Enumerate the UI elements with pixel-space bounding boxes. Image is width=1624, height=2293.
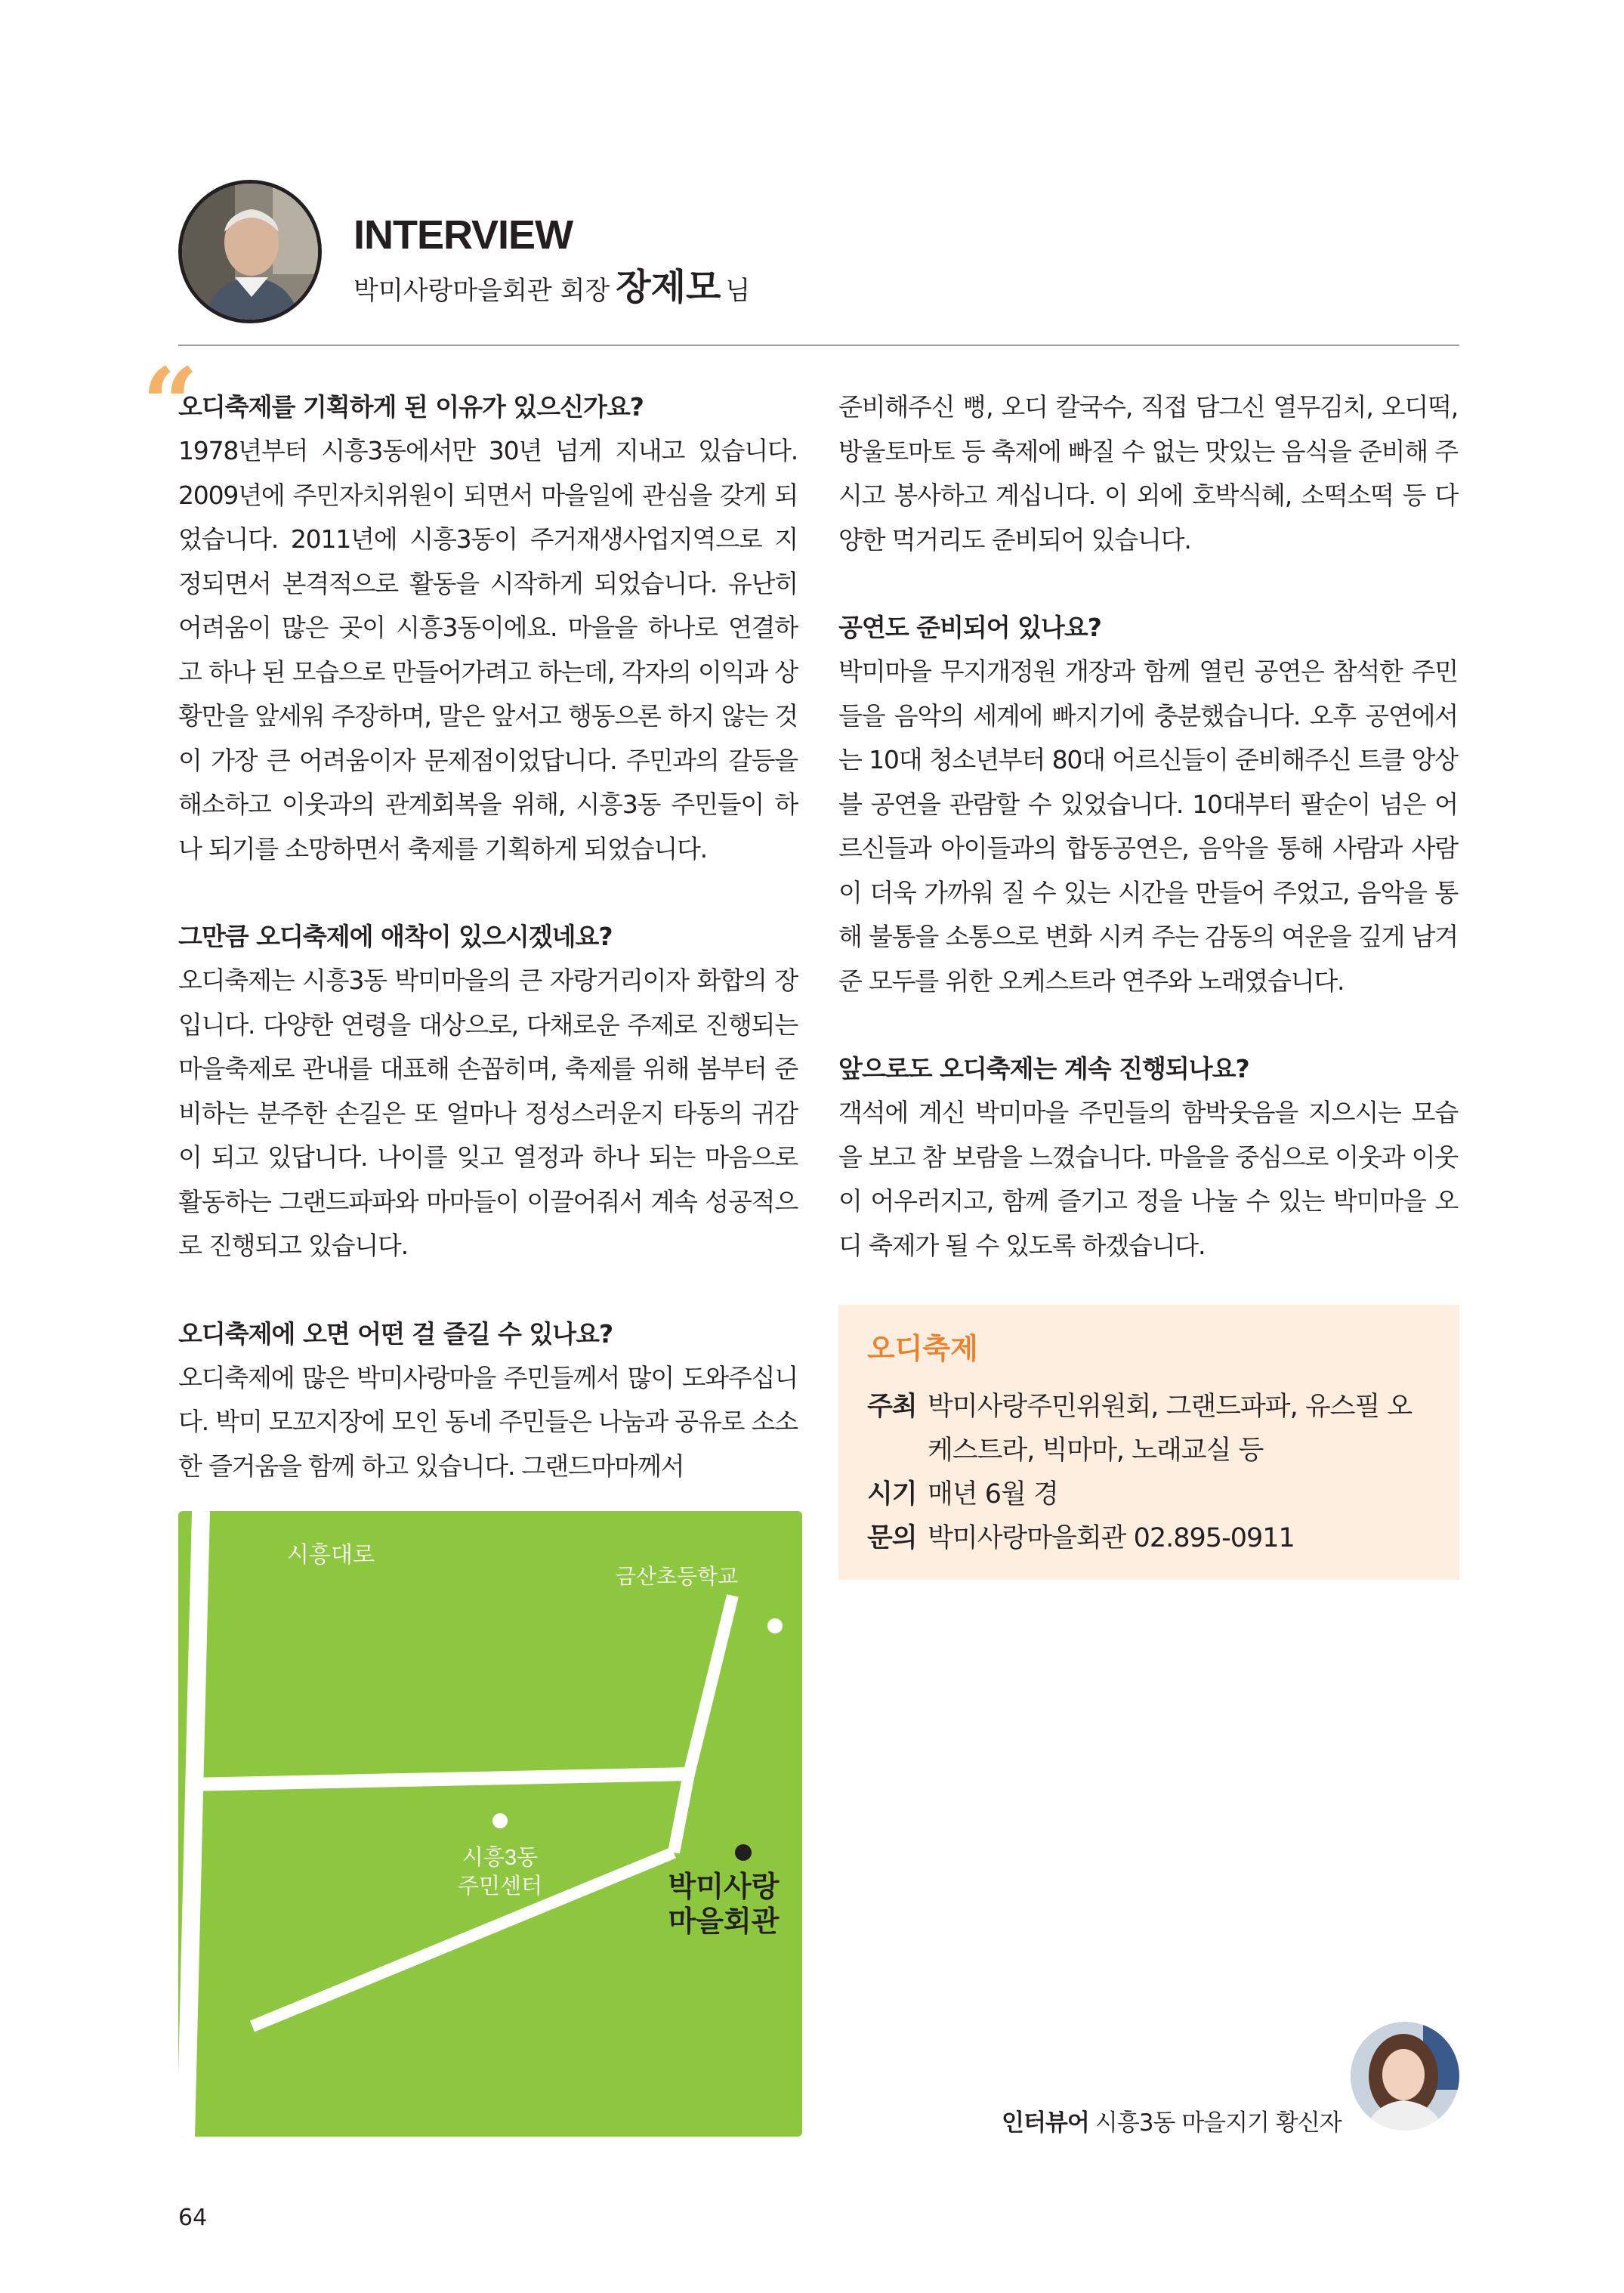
answer-3-continued: 준비해주신 뻥, 오디 칼국수, 직접 담그신 열무김치, 오디떡, 방울토마토 등 축제에 빠질 수 없는 맛있는 음식을 준비해 주시고 봉사하고 계십니다. 이 외에 호박식혜, 소떡소떡 등 다양한 먹거리도 준비되어 있습니다. <box>838 392 1458 555</box>
page-number: 64 <box>178 2205 208 2231</box>
hall-marker-icon <box>735 1844 752 1861</box>
map-label-center-1: 시흥3동 <box>462 1846 539 1870</box>
map-label-center-2: 주민센터 <box>457 1874 543 1899</box>
question-1: 오디축제를 기획하게 된 이유가 있으신가요? <box>178 392 644 422</box>
map-label-hall-2: 마을회관 <box>668 1905 780 1938</box>
info-title: 오디축제 <box>867 1332 978 1365</box>
interviewer-name: 시흥3동 마을지기 황신자 <box>1095 2109 1341 2137</box>
answer-4: 박미마을 무지개정원 개장과 함께 열린 공연은 참석한 주민들을 음악의 세계에 빠지기에 충분했습니다. 오후 공연에서는 10대 청소년부터 80대 어르신들이 준비해주신 트클 앙상블 공연을 관람할 수 있었습니다. 10대부터 팔순이 넘은 어르신들과 아이들과의 합동공연은, 음악을 통해 사람과 사람이 더욱 가까워 질 수 있는 시간을 만들어 주었고, 음악을 통해 불통을 소통으로 변화 시켜 주는 감동의 여운을 깊게 남겨준 모두를 위한 오케스트라 연주와 노래였습니다. <box>838 657 1458 996</box>
question-2: 그만큼 오디축제에 애착이 있으시겠네요? <box>178 922 613 951</box>
map-label-road: 시흥대로 <box>287 1543 375 1568</box>
interviewee-role: 박미사랑마을회관 회장 <box>354 276 610 306</box>
left-column <box>178 385 798 1488</box>
interviewee-name: 장제모 <box>616 266 721 308</box>
info-value-contact: 박미사랑마을회관 02.895-0911 <box>928 1523 1295 1553</box>
school-marker-icon <box>767 1618 783 1633</box>
header-divider <box>178 345 1459 346</box>
interviewee-photo <box>178 180 322 323</box>
info-value-host: 박미사랑주민위원회, 그랜드파파, 유스필 오케스트라, 빅마마, 노래교실 등 <box>928 1392 1413 1466</box>
interview-title: INTERVIEW <box>354 212 573 258</box>
info-value-time: 매년 6월 경 <box>928 1479 1058 1510</box>
right-column <box>838 385 1458 1268</box>
answer-5: 객석에 계신 박미마을 주민들의 함박웃음을 지으시는 모습을 보고 참 보람을 느꼈습니다. 마을을 중심으로 이웃과 이웃이 어우러지고, 함께 즐기고 정을 나눌 수 있는 박미마을 오디 축제가 될 수 있도록 하겠습니다. <box>838 1098 1458 1260</box>
interview-subtitle <box>354 266 751 309</box>
info-label-contact: 문의 <box>867 1523 917 1553</box>
festival-info-box <box>838 1305 1459 1580</box>
interviewer-label: 인터뷰어 <box>1002 2109 1089 2137</box>
interviewer-credit <box>1002 2103 1341 2137</box>
map-land <box>178 1511 802 2137</box>
info-row-time <box>867 1473 1431 1516</box>
person-portrait-icon <box>1351 2022 1459 2131</box>
person-portrait-icon <box>182 184 318 320</box>
center-marker-icon <box>492 1813 508 1828</box>
info-row-contact <box>867 1516 1431 1560</box>
location-map <box>178 1511 802 2137</box>
map-label-school: 금산초등학교 <box>615 1565 739 1588</box>
question-5: 앞으로도 오디축제는 계속 진행되나요? <box>838 1054 1249 1083</box>
info-label-host: 주최 <box>867 1392 917 1422</box>
map-label-hall-1: 박미사랑 <box>668 1870 780 1903</box>
answer-1: 1978년부터 시흥3동에서만 30년 넘게 지내고 있습니다. 2009년에 주민자치위원이 되면서 마을일에 관심을 갖게 되었습니다. 2011년에 시흥3동이 주거재생사업지역으로 지정되면서 본격적으로 활동을 시작하게 되었습니다. 유난히 어려움이 많은 곳이 시흥3동이에요. 마을을 하나로 연결하고 하나 된 모습으로 만들어가려고 하는데, 각자의 이익과 상황만을 앞세워 주장하며, 말은 앞서고 행동으론 하지 않는 것이 가장 큰 어려움이자 문제점이었답니다. 주민과의 갈등을 해소하고 이웃과의 관계회복을 위해, 시흥3동 주민들이 하나 되기를 소망하면서 축제를 기획하게 되었습니다. <box>178 436 798 864</box>
quote-mark-icon: “ <box>142 346 199 462</box>
question-3: 오디축제에 오면 어떤 걸 즐길 수 있나요? <box>178 1318 613 1349</box>
interviewer-photo <box>1351 2022 1459 2131</box>
answer-2: 오디축제는 시흥3동 박미마을의 큰 자랑거리이자 화합의 장입니다. 다양한 연령을 대상으로, 다채로운 주제로 진행되는 마을축제로 관내를 대표해 손꼽히며, 축제를 위해 봄부터 준비하는 분주한 손길은 또 얼마나 정성스러운지 타동의 귀감이 되고 있답니다. 나이를 잊고 열정과 하나 되는 마음으로 활동하는 그랜드파파와 마마들이 이끌어줘서 계속 성공적으로 진행되고 있습니다. <box>178 966 798 1260</box>
info-label-time: 시기 <box>867 1479 917 1510</box>
info-row-host <box>867 1385 1431 1473</box>
honorific: 님 <box>725 276 751 306</box>
answer-3: 오디축제에 많은 박미사랑마을 주민들께서 많이 도와주십니다. 박미 모꼬지장에 모인 동네 주민들은 나눔과 공유로 소소한 즐거움을 함께 하고 있습니다. 그랜드마마께서 <box>178 1362 798 1481</box>
question-4: 공연도 준비되어 있나요? <box>838 613 1101 642</box>
